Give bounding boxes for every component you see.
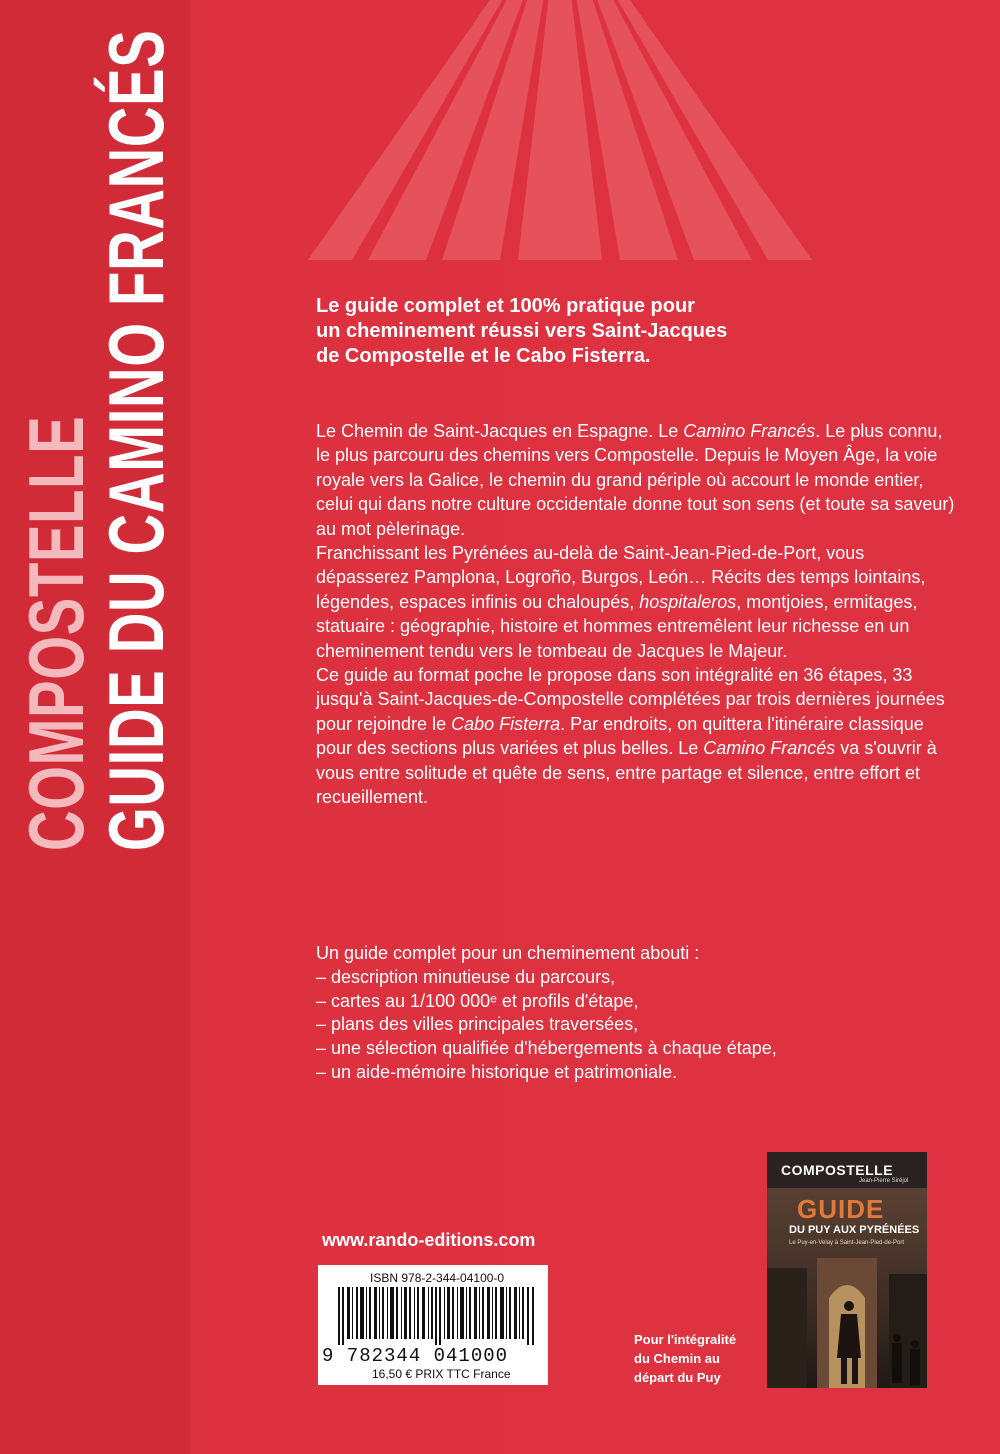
caption-line-3: départ du Puy (634, 1370, 721, 1385)
list-item: – une sélection qualifiée d'hébergements à chaque étape, (316, 1038, 777, 1059)
caption-line-1: Pour l'intégralité (634, 1332, 737, 1347)
lead-paragraph (316, 294, 956, 369)
spine-title (0, 0, 180, 851)
list-item: – description minutieuse du parcours, (316, 966, 616, 987)
isbn-text: ISBN 978-2-344-04100-0 (370, 1271, 505, 1285)
camino-frances-italic-2: Camino Francés (703, 738, 836, 759)
list-item: – cartes au 1/100 000ᵉ et profils d'étape, (316, 990, 639, 1011)
barcode-label (318, 1265, 548, 1385)
scallop-shell-icon (200, 0, 920, 260)
description (316, 419, 956, 810)
spine-title-guide: GUIDE DU CAMINO FRANCÉS (92, 29, 180, 851)
list-item: – un aide-mémoire historique et patrimoniale. (316, 1061, 678, 1082)
spine-title-compostelle: COMPOSTELLE (12, 415, 100, 851)
price-text: 16,50 € PRIX TTC France (372, 1367, 511, 1381)
features-list (316, 942, 956, 1085)
lead-line-2: un cheminement réussi vers Saint-Jacques (316, 320, 728, 342)
related-book-author: Jean-Pierre Siréjol (859, 1178, 909, 1184)
list-item: – plans des villes principales traversées, (316, 1014, 639, 1035)
related-book-tagline: Le Puy-en-Velay à Saint-Jean-Pied-de-Port (789, 1240, 905, 1246)
hospitaleros-italic: hospitaleros (639, 591, 737, 612)
description-paragraph-1: Le Chemin de Saint-Jacques en Espagne. Le Camino Francés. Le plus connu, le plus parcouru des chemins vers Compostelle. Depuis le Moyen Âge, la voie royale vers la Galice, le chemin du grand périple où accourt le monde entier, celui qui dans notre culture occidentale donne tout son sens (et toute sa saveur) au mot pèlerinage. (316, 421, 955, 539)
related-book-cover (767, 1152, 927, 1388)
features-intro: Un guide complet pour un cheminement abouti : (316, 943, 700, 963)
related-book-title: GUIDE (797, 1194, 885, 1224)
lead-line-1: Le guide complet et 100% pratique pour (316, 295, 695, 317)
caption-line-2: du Chemin au (634, 1351, 720, 1366)
barcode-icon (338, 1287, 536, 1345)
description-paragraph-3: Ce guide au format poche le propose dans son intégralité en 36 étapes, 33 jusqu'à Saint-Jacques-de-Compostelle complétées par trois dernières journées pour rejoindre le Cabo Fisterra. Par endroits, on quittera l'itinéraire classique pour des sections plus variées et plus belles. Le Camino Francés va s'ouvrir à vous entre solitude et quête de sens, entre partage et silence, entre effort et recueillement. (316, 665, 945, 808)
related-book-caption (634, 1330, 764, 1387)
related-book-subtitle: DU PUY AUX PYRÉNÉES (789, 1224, 920, 1236)
camino-frances-italic: Camino Francés (683, 421, 816, 441)
website-url: www.rando-editions.com (322, 1230, 536, 1250)
description-paragraph-2: Franchissant les Pyrénées au-delà de Saint-Jean-Pied-de-Port, vous dépasserez Pamplona, Logroño, Burgos, León… Récits des temps lointains, légendes, espaces infinis ou chaloupés, hospitaleros, montjoies, ermitages, statuaire : géographie, histoire et hommes entremêlent leur richesse en un cheminement tendu vers le tombeau de Jacques le Majeur. (316, 543, 926, 661)
lead-line-3: de Compostelle et le Cabo Fisterra. (316, 345, 651, 367)
barcode-digits: 9 782344 041000 (322, 1345, 509, 1367)
related-book-header (767, 1152, 927, 1188)
related-book-brand: COMPOSTELLE (781, 1162, 894, 1178)
cabo-fisterra-italic: Cabo Fisterra (451, 713, 561, 734)
